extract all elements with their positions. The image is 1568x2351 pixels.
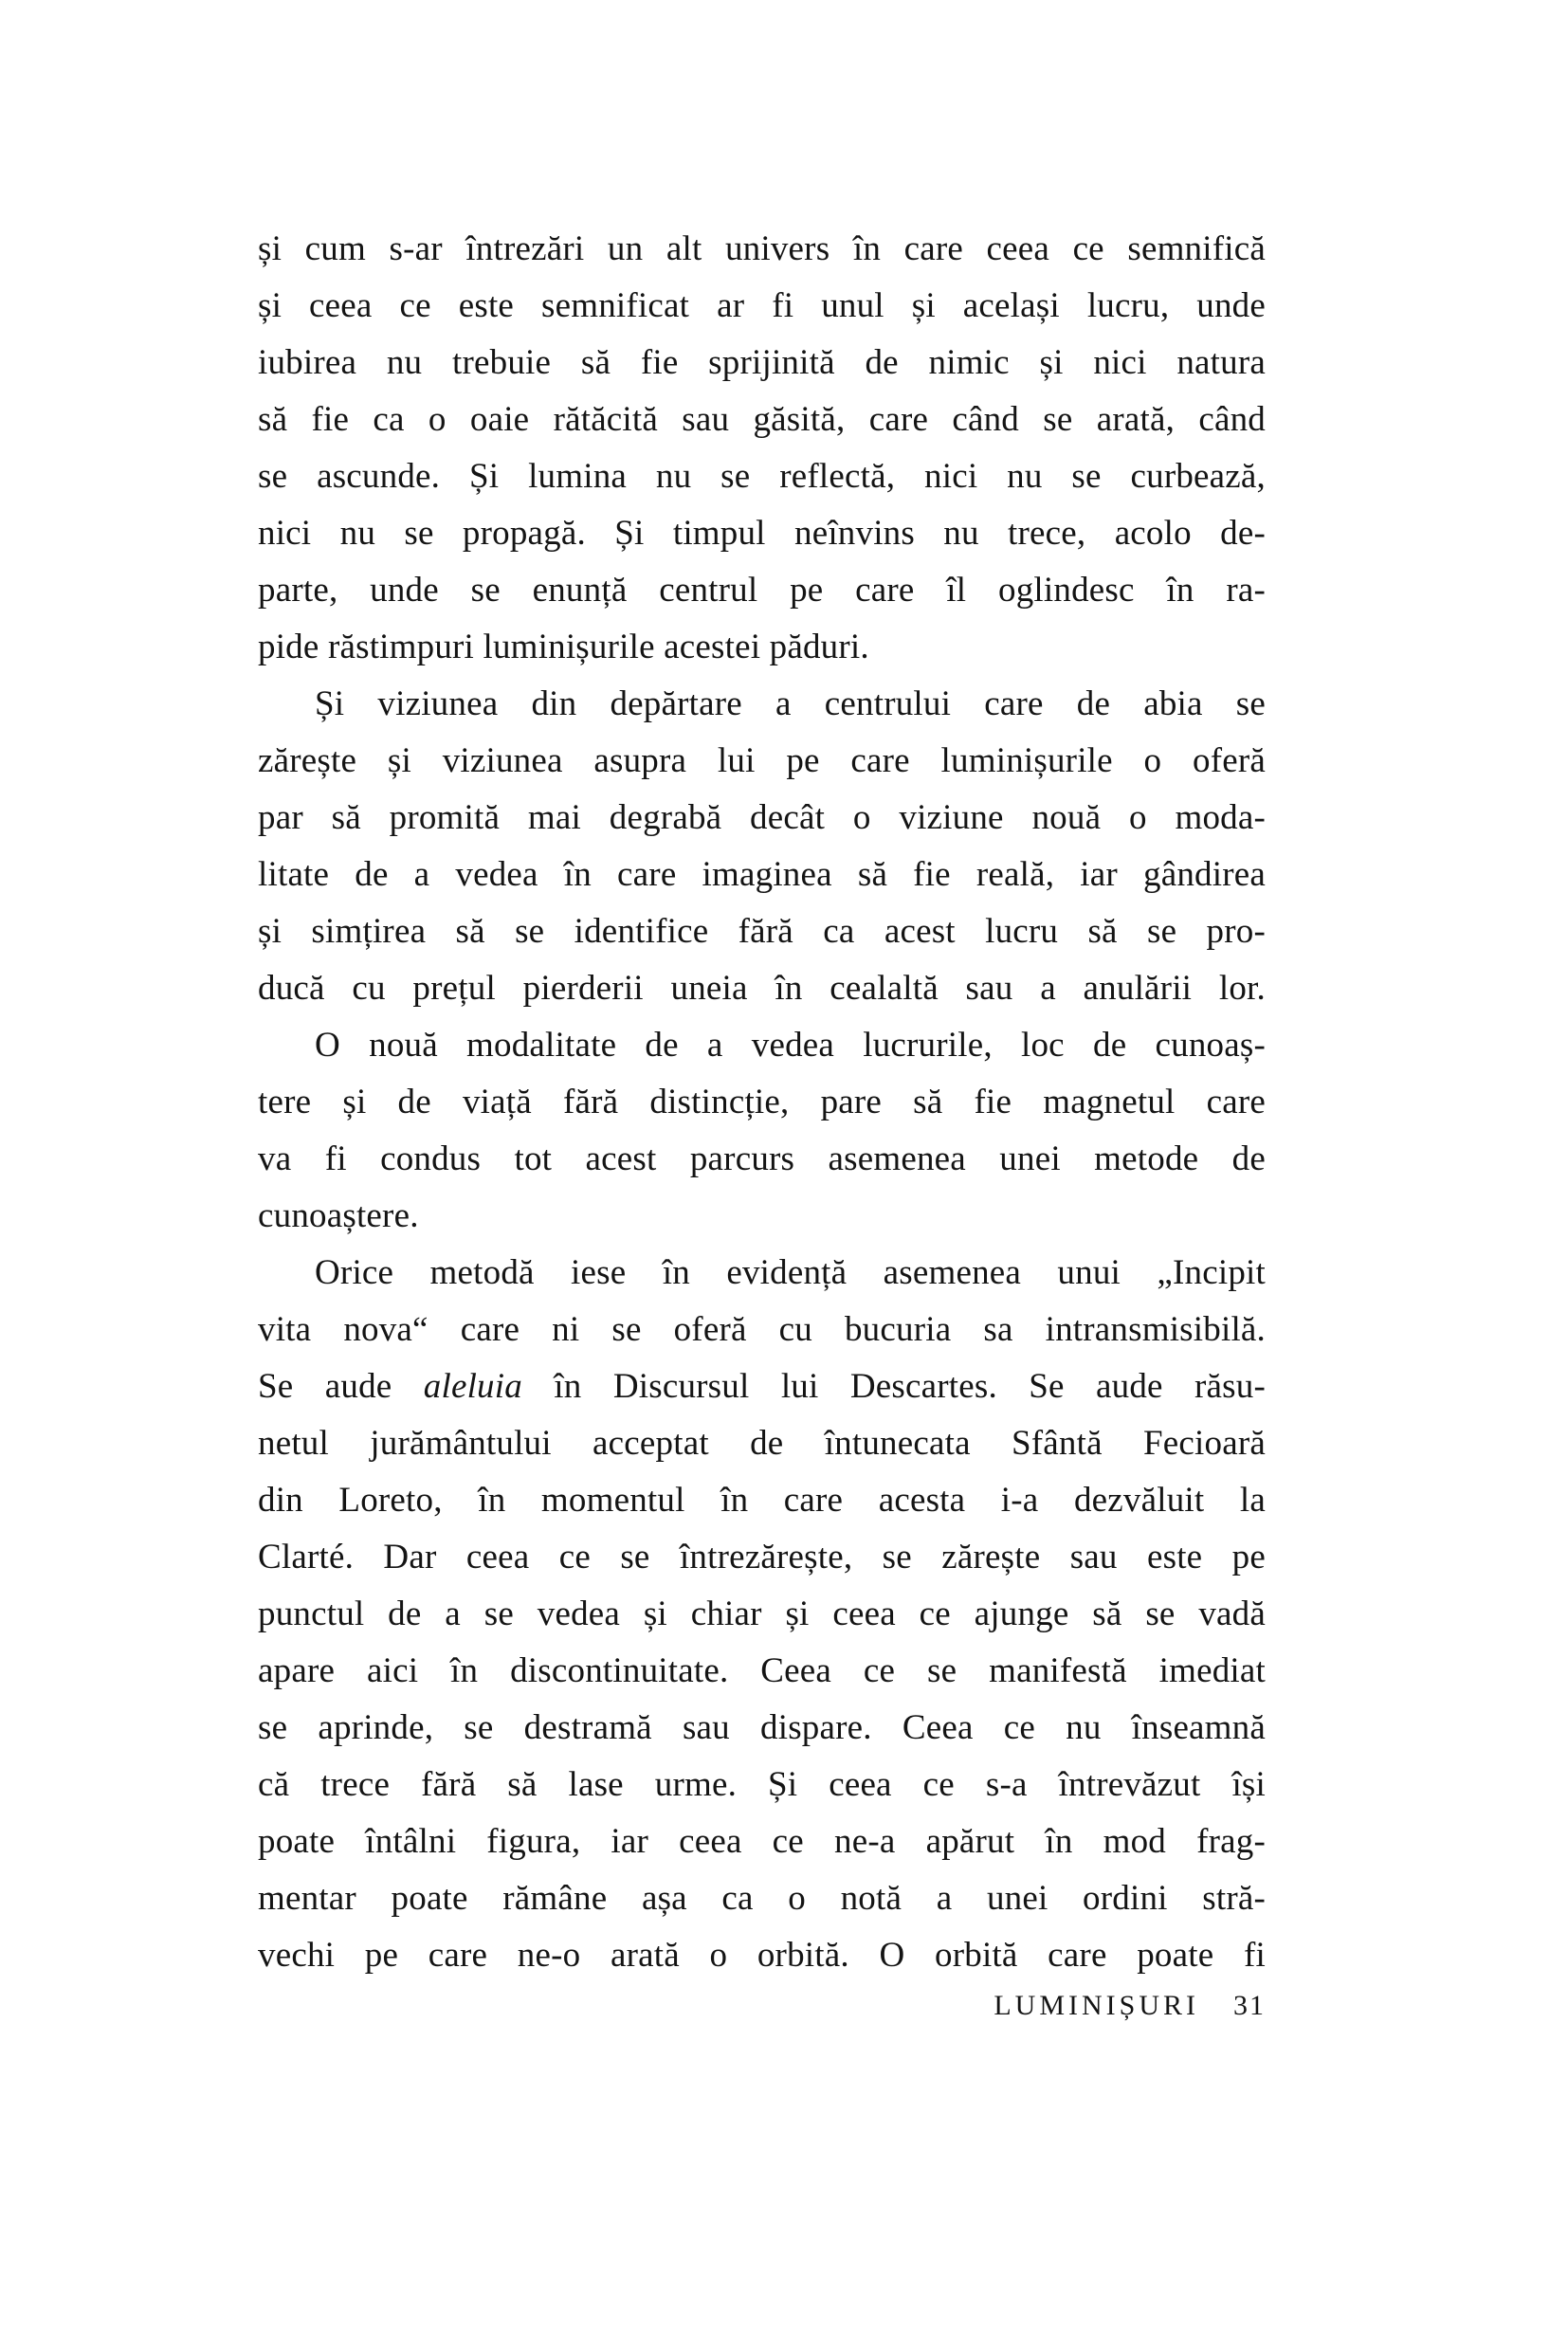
text-line: și simțirea să se identifice fără ca acest lucru să se pro- <box>258 912 1266 951</box>
text-line: din Loreto, în momentul în care acesta i-a dezvăluit la <box>258 1481 1266 1520</box>
text-line: că trece fără să lase urme. Și ceea ce s-a întrevăzut își <box>258 1765 1266 1804</box>
page-footer <box>258 1985 1266 2027</box>
text-line: O nouă modalitate de a vedea lucrurile, loc de cunoaș- <box>315 1026 1266 1065</box>
text-line: zărește și viziunea asupra lui pe care luminișurile o oferă <box>258 741 1266 780</box>
body-text <box>258 221 1266 1984</box>
text-line: iubirea nu trebuie să fie sprijinită de nimic și nici natura <box>258 343 1266 382</box>
text-line: va fi condus tot acest parcurs asemenea unei metode de <box>258 1139 1266 1178</box>
text-line: Clarté. Dar ceea ce se întrezărește, se zărește sau este pe <box>258 1538 1266 1576</box>
text-line: cunoaștere. <box>258 1196 419 1235</box>
text-line: pide răstimpuri luminișurile acestei păduri. <box>258 628 869 666</box>
text-line: Și viziunea din depărtare a centrului care de abia se <box>315 684 1266 723</box>
text-segment: în Discursul lui Descartes. Se aude răsu- <box>521 1367 1266 1406</box>
text-line: se ascunde. Și lumina nu se reflectă, nici nu se curbează, <box>258 457 1266 496</box>
text-line <box>258 1358 1266 1415</box>
text-line: netul jurământului acceptat de întunecata Sfântă Fecioară <box>258 1424 1266 1463</box>
paragraph <box>258 676 1266 1017</box>
paragraph <box>258 221 1266 676</box>
text-line: se aprinde, se destramă sau dispare. Ceea ce nu înseamnă <box>258 1708 1266 1747</box>
text-line: vechi pe care ne-o arată o orbită. O orbită care poate fi <box>258 1936 1266 1975</box>
page-number: 31 <box>1233 1990 1266 2021</box>
paragraph <box>258 1245 1266 1984</box>
paragraph <box>258 1017 1266 1245</box>
text-line: Orice metodă iese în evidență asemenea unui „Incipit <box>315 1253 1266 1292</box>
text-line: punctul de a se vedea și chiar și ceea ce ajunge să se vadă <box>258 1595 1266 1633</box>
text-line: par să promită mai degrabă decât o viziune nouă o moda- <box>258 798 1266 837</box>
running-title: LUMINIȘURI <box>994 1990 1199 2021</box>
text-line: poate întâlni figura, iar ceea ce ne-a apărut în mod frag- <box>258 1822 1266 1861</box>
text-line: și cum s-ar întrezări un alt univers în care ceea ce semnifică <box>258 229 1266 268</box>
italic-word: aleluia <box>423 1367 522 1406</box>
text-line: litate de a vedea în care imaginea să fie reală, iar gândirea <box>258 855 1266 894</box>
text-line: tere și de viață fără distincție, pare să fie magnetul care <box>258 1083 1266 1121</box>
text-line: apare aici în discontinuitate. Ceea ce se manifestă imediat <box>258 1651 1266 1690</box>
text-line: nici nu se propagă. Și timpul neînvins nu trece, acolo de- <box>258 514 1266 553</box>
text-line: vita nova“ care ni se oferă cu bucuria sa intransmisibilă. <box>258 1310 1266 1349</box>
text-line: ducă cu prețul pierderii uneia în cealaltă sau a anulării lor. <box>258 969 1266 1008</box>
text-line: și ceea ce este semnificat ar fi unul și același lucru, unde <box>258 286 1266 325</box>
text-line: să fie ca o oaie rătăcită sau găsită, care când se arată, când <box>258 400 1266 439</box>
text-line: parte, unde se enunță centrul pe care îl oglindesc în ra- <box>258 571 1266 610</box>
text-segment: Se aude <box>258 1367 424 1406</box>
text-line: mentar poate rămâne așa ca o notă a unei ordini stră- <box>258 1879 1266 1918</box>
